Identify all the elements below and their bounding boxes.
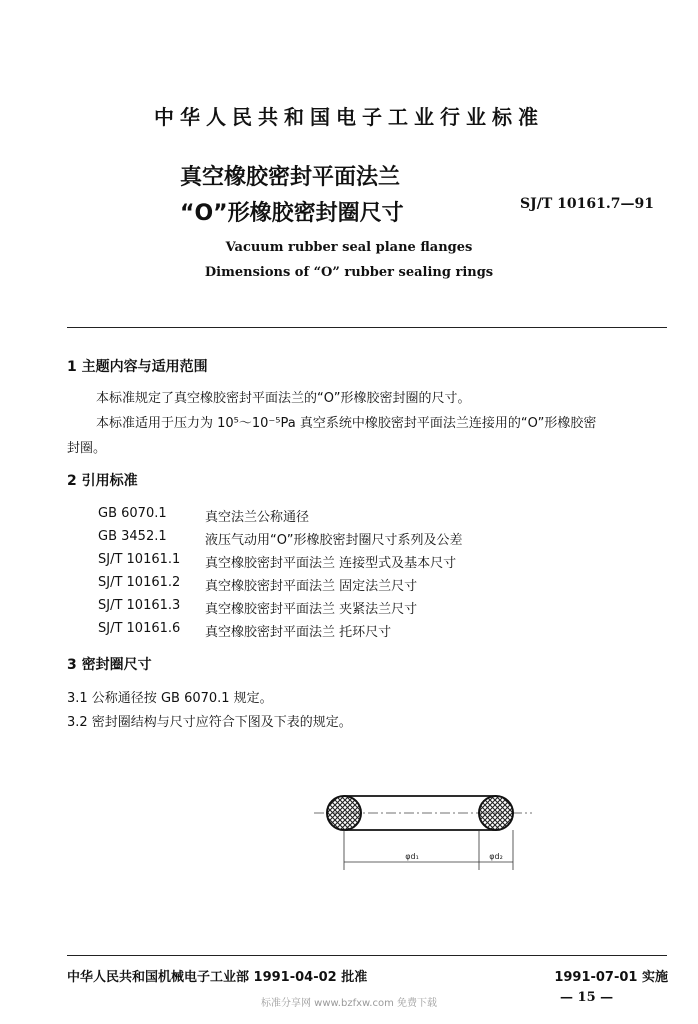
section1-para2-line1: 本标准适用于压力为 10⁵～10⁻⁵Pa 真空系统中橡胶密封平面法兰连接用的“O”形橡胶密	[96, 416, 597, 431]
effective-date: 1991-07-01 实施	[554, 970, 668, 985]
ring-section-left	[327, 796, 361, 830]
issuing-organization: 中华人民共和国电子工业行业标准	[154, 105, 544, 129]
title-cn-line2: “O”形橡胶密封圈尺寸	[180, 201, 404, 226]
ref-code: GB 6070.1	[98, 506, 167, 521]
dimension-label-d2: φd₂	[489, 852, 503, 861]
title-cn-line1: 真空橡胶密封平面法兰	[180, 165, 401, 190]
watermark: 标准分享网 www.bzfxw.com 免费下载	[261, 998, 437, 1009]
section3-item1: 3.1 公称通径按 GB 6070.1 规定。	[67, 691, 273, 706]
section1-para2-line2: 封圈。	[67, 441, 107, 456]
o-ring-drawing	[300, 770, 540, 880]
ref-title: 真空法兰公称通径	[205, 510, 310, 525]
ref-code: SJ/T 10161.3	[98, 598, 181, 613]
ref-code: SJ/T 10161.1	[98, 552, 181, 567]
approval-info: 中华人民共和国机械电子工业部 1991-04-02 批准	[67, 970, 368, 985]
section1-heading: 1 主题内容与适用范围	[67, 359, 208, 375]
ref-code: SJ/T 10161.6	[98, 621, 181, 636]
ref-code: SJ/T 10161.2	[98, 575, 181, 590]
header-divider	[67, 327, 667, 328]
ref-title: 液压气动用“O”形橡胶密封圈尺寸系列及公差	[205, 533, 463, 548]
section3-item2: 3.2 密封圈结构与尺寸应符合下图及下表的规定。	[67, 715, 352, 730]
footer-divider	[67, 955, 667, 956]
title-en-line2: Dimensions of “O” rubber sealing rings	[204, 265, 494, 280]
title-en-line1: Vacuum rubber seal plane flanges	[225, 240, 473, 255]
section3-heading: 3 密封圈尺寸	[67, 657, 152, 673]
ref-title: 真空橡胶密封平面法兰 托环尺寸	[205, 625, 392, 640]
ref-title: 真空橡胶密封平面法兰 连接型式及基本尺寸	[205, 556, 457, 571]
ring-section-right	[479, 796, 513, 830]
dimension-label-d1: φd₁	[405, 852, 419, 861]
standard-code: SJ/T 10161.7—91	[520, 196, 654, 212]
ref-title: 真空橡胶密封平面法兰 夹紧法兰尺寸	[205, 602, 418, 617]
section2-heading: 2 引用标准	[67, 473, 138, 489]
ref-title: 真空橡胶密封平面法兰 固定法兰尺寸	[205, 579, 418, 594]
section1-para1: 本标准规定了真空橡胶密封平面法兰的“O”形橡胶密封圈的尺寸。	[96, 391, 471, 406]
page-number: — 15 —	[560, 990, 614, 1005]
ref-code: GB 3452.1	[98, 529, 167, 544]
